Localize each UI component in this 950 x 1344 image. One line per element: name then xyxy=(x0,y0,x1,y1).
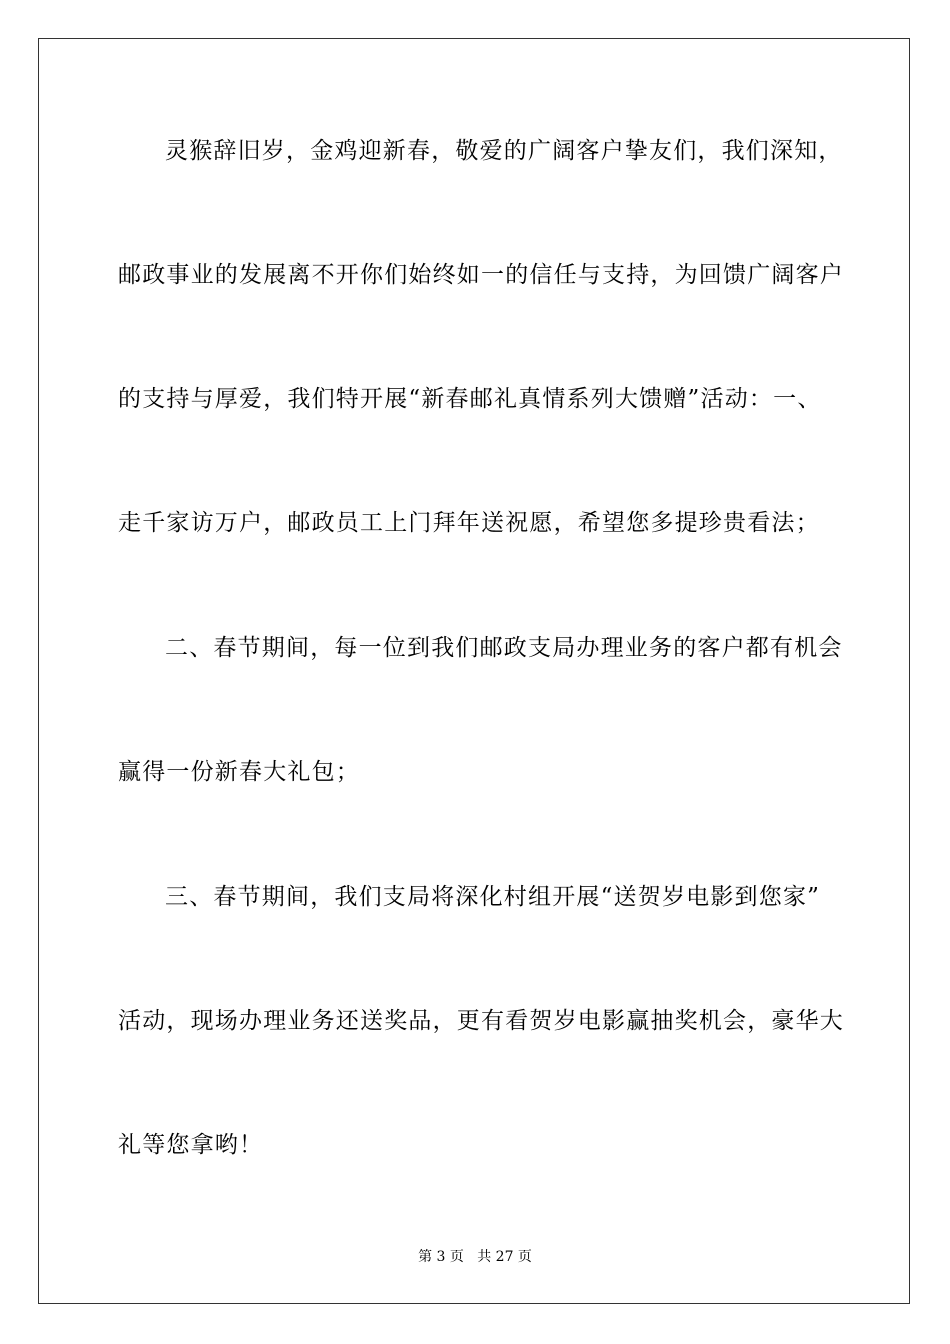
paragraph-line-4: 走千家访万户，邮政员工上门拜年送祝愿，希望您多提珍贵看法； xyxy=(118,510,820,536)
page-border xyxy=(38,38,910,1304)
paragraph-line-9: 礼等您拿哟！ xyxy=(118,1132,264,1158)
paragraph-line-5: 二、春节期间，每一位到我们邮政支局办理业务的客户都有机会 xyxy=(165,635,843,661)
paragraph-line-2: 邮政事业的发展离不开你们始终如一的信任与支持，为回馈广阔客户 xyxy=(118,262,844,288)
paragraph-line-7: 三、春节期间，我们支局将深化村组开展“送贺岁电影到您家” xyxy=(165,884,821,910)
paragraph-line-6: 赢得一份新春大礼包； xyxy=(118,759,360,785)
paragraph-line-8: 活动，现场办理业务还送奖品，更有看贺岁电影赢抽奖机会，豪华大 xyxy=(118,1008,844,1034)
page-number-footer: 第 3 页 共 27 页 xyxy=(418,1249,532,1265)
paragraph-line-1: 灵猴辞旧岁，金鸡迎新春，敬爱的广阔客户挚友们，我们深知， xyxy=(165,138,843,164)
paragraph-line-3: 的支持与厚爱，我们特开展“新春邮礼真情系列大馈赠”活动：一、 xyxy=(118,386,822,412)
